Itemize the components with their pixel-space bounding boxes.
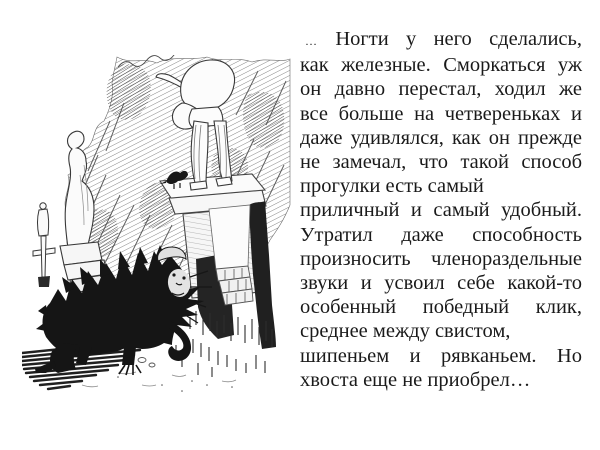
text-line-4: все больше на четвереньках и — [300, 102, 582, 125]
text-line-2: как железные. Сморкаться уж — [300, 54, 582, 77]
text-line-15: хвоста еще не приобрел… — [300, 368, 531, 391]
illustration — [22, 55, 292, 400]
text-line-3: он давно перестал, ходил же — [300, 78, 582, 101]
text-line-12: особенный победный клик, — [300, 296, 582, 319]
text-line-5: даже удивлялся, как он прежде — [300, 126, 582, 149]
text-line-1 — [300, 27, 582, 53]
text-line-6: не замечал, что такой способ — [300, 151, 582, 174]
small-statue — [33, 203, 55, 287]
park-ink-drawing — [22, 55, 292, 400]
text-line-13: среднее между свистом, — [300, 320, 511, 343]
text-line-10: произносить членораздельные — [300, 247, 582, 270]
leading-ellipsis: … — [305, 34, 318, 48]
text-line-7: прогулки есть самый — [300, 175, 484, 198]
text-line-14: шипеньем и рявканьем. Но — [300, 344, 582, 367]
text-line-11: звуки и усвоил себе какой-то — [300, 272, 582, 295]
text-line-8: приличный и самый удобный. — [300, 199, 582, 222]
story-paragraph — [300, 27, 582, 392]
text-line-1-content: Ногти у него сделались, — [335, 28, 582, 50]
text-line-9: Утратил даже способность — [300, 223, 582, 246]
